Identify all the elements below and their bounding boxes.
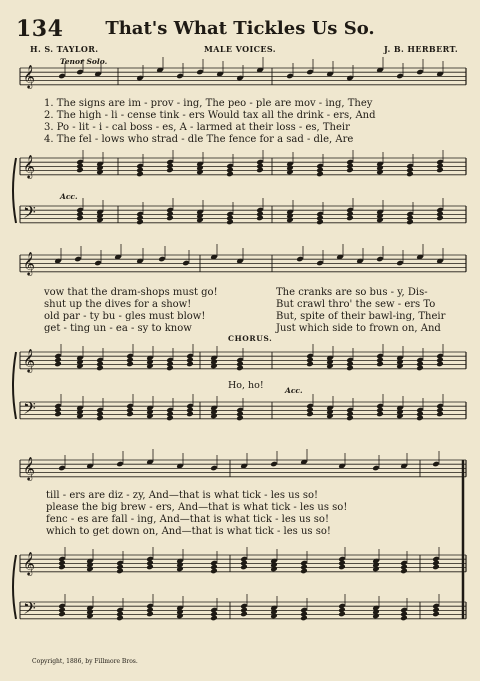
system2-bass-chord-note	[126, 411, 134, 417]
lyric-verse-1-line-3: The cranks are so bus - y, Dis-	[276, 287, 428, 298]
system1-bass-chord-note	[436, 215, 444, 221]
system3-treble-chord-note	[372, 566, 380, 572]
system3-bass-chord-note	[176, 613, 184, 619]
system1-brace	[13, 158, 16, 223]
copyright-notice: Copyright, 1886, by Fillmore Bros.	[32, 658, 138, 665]
system2-bass-chord-note	[96, 415, 104, 421]
system1-bass-chord-note	[196, 217, 204, 223]
system1-bass-chord-note	[226, 219, 234, 225]
treble-clef-icon: 𝄞	[23, 456, 35, 480]
lyric-verse-3-line-3: But, spite of their bawl-ing, Their	[276, 311, 446, 322]
ho-ho-label: Ho, ho!	[228, 380, 264, 391]
system1-bass-chord-note	[406, 219, 414, 225]
system3-bass-chord-note	[432, 611, 440, 617]
system3-treble-chord-note	[240, 564, 248, 570]
system2-treble-chord-note	[376, 361, 384, 367]
system1-treble-chord-note	[436, 167, 444, 173]
system2-bass-chord-note	[76, 413, 84, 419]
system3-bass-chord-note	[300, 615, 308, 621]
system3-treble-chord-note	[270, 566, 278, 572]
system3-treble-chord-note	[116, 568, 124, 574]
treble-clef-icon: 𝄞	[23, 64, 35, 88]
lyric-verse-3-line-4: fenc - es are fall - ing, And—that is what tick - les us so!	[46, 514, 329, 525]
system2-bass-chord-note	[186, 411, 194, 417]
system3-treble-chord-note	[146, 564, 154, 570]
lyric-verse-4-line-4: which to get down on, And—that is what tick - les us so!	[46, 526, 331, 537]
treble-clef-icon: 𝄞	[23, 551, 35, 575]
system2-treble-chord-note	[210, 363, 218, 369]
system1-treble-chord-note	[166, 167, 174, 173]
system3-treble-chord-note	[400, 568, 408, 574]
system3-treble-chord-note	[210, 568, 218, 574]
page-number: 134	[16, 16, 64, 42]
system2-bass-chord-note	[416, 415, 424, 421]
author-credit: H. S. TAYLOR.	[30, 44, 99, 54]
accompaniment-label-2: Acc.	[285, 386, 303, 395]
system2-bass-chord-note	[346, 415, 354, 421]
lyric-verse-3-line-1: 3. Po - lit - i - cal boss - es, A - larmed at their loss - es, Their	[44, 122, 350, 133]
lyric-verse-2-line-4: please the big brew - ers, And—that is what tick - les us so!	[46, 502, 348, 513]
system1-bass-chord-note	[166, 215, 174, 221]
system2-treble-chord-note	[346, 365, 354, 371]
system1-bass-chord-note	[96, 217, 104, 223]
system2-bass-chord-note	[396, 413, 404, 419]
system2-treble-chord-note	[76, 363, 84, 369]
system2-bass-chord-note	[54, 411, 62, 417]
system1-treble-chord-note	[226, 171, 234, 177]
system3-treble-chord-note	[338, 564, 346, 570]
system3-bass-chord-note	[116, 615, 124, 621]
system2-bass-chord-note	[236, 415, 244, 421]
lyric-verse-2-line-1: 2. The high - li - cense tink - ers Would tax all the drink - ers, And	[44, 110, 376, 121]
tenor-solo-label: Tenor Solo.	[60, 57, 108, 66]
system3-treble-chord-note	[300, 568, 308, 574]
lyric-verse-4-line-2: get - ting un - ea - sy to know	[44, 323, 192, 334]
bass-clef-icon: 𝄢	[23, 202, 36, 226]
system2-treble-chord-note	[126, 361, 134, 367]
chorus-label: CHORUS.	[228, 334, 273, 343]
system1-treble-chord-note	[286, 169, 294, 175]
system1-bass-chord-note	[376, 217, 384, 223]
system1-treble-chord-note	[256, 167, 264, 173]
system1-treble-chord-note	[316, 171, 324, 177]
system2-treble-chord-note	[96, 365, 104, 371]
system1-bass-chord-note	[286, 217, 294, 223]
system3-bass-chord-note	[210, 615, 218, 621]
system2-treble-chord-note	[306, 361, 314, 367]
treble-clef-icon: 𝄞	[23, 348, 35, 372]
system3-treble-chord-note	[432, 564, 440, 570]
lyric-verse-1-line-2: vow that the dram-shops must go!	[44, 287, 218, 298]
bass-clef-icon: 𝄢	[23, 598, 36, 622]
system2-treble-chord-note	[146, 363, 154, 369]
system3-bass-chord-note	[240, 611, 248, 617]
lyric-verse-1-line-4: till - ers are diz - zy, And—that is what tick - les us so!	[46, 490, 319, 501]
system2-treble-chord-note	[54, 361, 62, 367]
accompaniment-label-1: Acc.	[60, 192, 78, 201]
system3-bass-chord-note	[86, 613, 94, 619]
system2-treble-chord-note	[416, 365, 424, 371]
voices-credit: MALE VOICES.	[204, 44, 276, 54]
system2-treble-chord-note	[186, 361, 194, 367]
system3-treble-chord-note	[176, 566, 184, 572]
lyric-verse-2-line-2: shut up the dives for a show!	[44, 299, 192, 310]
system3-bass-chord-note	[372, 613, 380, 619]
system2-treble-chord-note	[236, 365, 244, 371]
system2-bass-chord-note	[306, 411, 314, 417]
lyric-verse-4-line-1: 4. The fel - lows who strad - dle The fence for a sad - dle, Are	[44, 134, 354, 145]
system1-treble-chord-note	[346, 167, 354, 173]
lyric-verse-2-line-3: But crawl thro' the sew - ers To	[276, 299, 436, 310]
song-title: That's What Tickles Us So.	[105, 18, 375, 39]
system3-brace	[13, 555, 16, 619]
system2-bass-chord-note	[210, 413, 218, 419]
system3-bass-chord-note	[400, 615, 408, 621]
treble-clef-icon: 𝄞	[23, 154, 35, 178]
system3-treble-chord-note	[58, 564, 66, 570]
lyric-verse-3-line-2: old par - ty bu - gles must blow!	[44, 311, 206, 322]
system2-bass-chord-note	[436, 411, 444, 417]
system1-treble-chord-note	[196, 169, 204, 175]
system2-treble-chord-note	[436, 361, 444, 367]
system1-treble-chord-note	[376, 169, 384, 175]
system2-treble-chord-note	[396, 363, 404, 369]
system1-bass-chord-note	[76, 215, 84, 221]
composer-credit: J. B. HERBERT.	[383, 44, 458, 54]
system1-treble-chord-note	[76, 167, 84, 173]
system1-bass-chord-note	[346, 215, 354, 221]
system2-bass-chord-note	[326, 413, 334, 419]
system3-bass-chord-note	[58, 611, 66, 617]
system3-bass-chord-note	[146, 611, 154, 617]
system2-treble-chord-note	[326, 363, 334, 369]
bass-clef-icon: 𝄢	[23, 398, 36, 422]
system1-bass-chord-note	[256, 215, 264, 221]
lyric-verse-1-line-1: 1. The signs are im - prov - ing, The peo - ple are mov - ing, They	[44, 98, 373, 109]
system2-treble-chord-note	[166, 365, 174, 371]
system3-bass-chord-note	[270, 613, 278, 619]
system2-bass-chord-note	[166, 415, 174, 421]
system3-bass-chord-note	[338, 611, 346, 617]
system1-bass-chord-note	[136, 219, 144, 225]
system2-bass-chord-note	[376, 411, 384, 417]
treble-clef-icon: 𝄞	[23, 251, 35, 275]
system1-treble-chord-note	[96, 169, 104, 175]
system1-treble-chord-note	[406, 171, 414, 177]
lyric-verse-4-line-3: Just which side to frown on, And	[276, 323, 441, 334]
system2-brace	[13, 352, 16, 419]
system2-bass-chord-note	[146, 413, 154, 419]
system3-treble-chord-note	[86, 566, 94, 572]
system1-treble-chord-note	[136, 171, 144, 177]
system1-bass-chord-note	[316, 219, 324, 225]
